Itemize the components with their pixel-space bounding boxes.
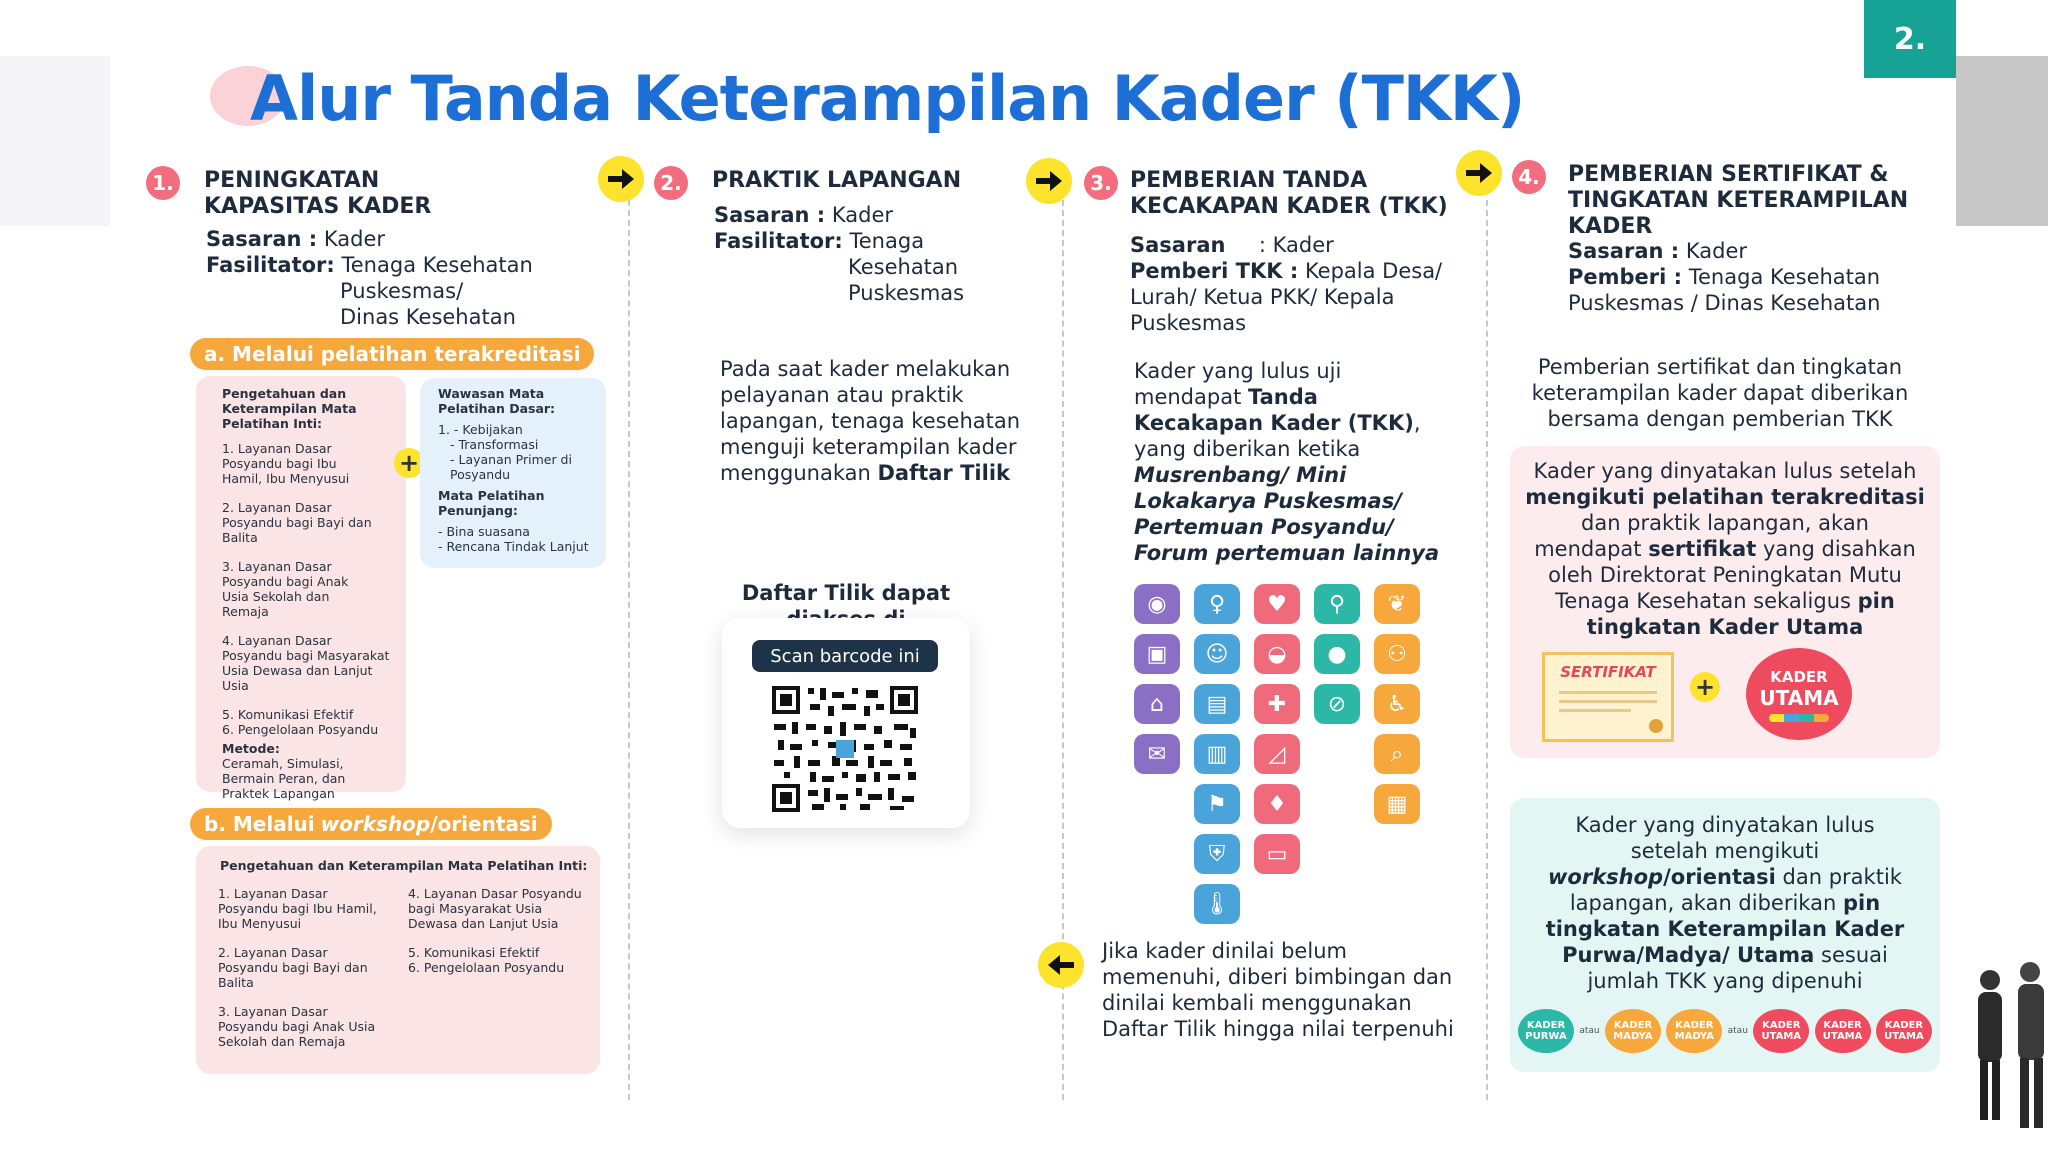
cert-line: oleh Direktorat Peningkatan Mutu	[1548, 563, 1902, 587]
step-1-number: 1.	[146, 166, 180, 200]
elderly-icon: ♿	[1374, 684, 1420, 724]
basket-icon: ▤	[1194, 684, 1240, 724]
plus-icon-cert: +	[1690, 672, 1720, 702]
pin-label: UTAMA	[1759, 686, 1839, 710]
desc-bold: Kecakapan Kader (TKK)	[1134, 411, 1414, 435]
chart-icon: ▥	[1194, 734, 1240, 774]
section-a-core-card	[196, 376, 406, 801]
fail-line: Daftar Tilik hingga nilai terpenuhi	[1102, 1017, 1454, 1041]
arrow-left-icon	[1038, 942, 1084, 988]
right-gray-decoration	[1956, 56, 2048, 226]
kader-madya-badge: KADER MADYA	[1605, 1009, 1661, 1053]
house-icon: ⌂	[1134, 684, 1180, 724]
step-3-info	[1130, 232, 1442, 336]
id-card-icon: ▭	[1254, 834, 1300, 874]
info-label: Sasaran	[1130, 233, 1226, 257]
support-item: - Rencana Tindak Lanjut	[438, 539, 589, 554]
section-b-item: 3. Layanan Dasar Posyandu bagi Anak Usia Sekolah dan Remaja	[218, 1004, 376, 1049]
mother-icon: ♥	[1254, 584, 1300, 624]
people-silhouette-decoration	[1960, 960, 2048, 1140]
arrow-right-icon-3	[1456, 150, 1502, 196]
atau-label: atau	[1727, 1026, 1748, 1036]
support-item: - Bina suasana	[438, 524, 530, 539]
thermometer-icon: 🌡	[1194, 884, 1240, 924]
desc-line: bersama dengan pemberian TKK	[1547, 407, 1893, 431]
section-b-title-prefix: b. Melalui	[204, 812, 315, 836]
kader-purwa-badge: KADER PURWA	[1518, 1009, 1574, 1053]
section-b-card	[196, 846, 600, 1074]
step-4-number: 4.	[1512, 160, 1546, 194]
basic-item: - Layanan Primer di Posyandu	[450, 452, 572, 482]
workshop-line: setelah mengikuti	[1630, 839, 1820, 863]
info-value: Puskesmas	[848, 281, 965, 305]
kader-utama-badge: KADER UTAMA	[1876, 1009, 1932, 1053]
core-item: 6. Pengelolaan Posyandu	[222, 722, 379, 737]
pin-label: KADER	[1770, 668, 1828, 686]
core-item: 5. Komunikasi Efektif	[222, 707, 354, 722]
medicine-icon: ✚	[1254, 684, 1300, 724]
desc-line: yang diberikan ketika	[1134, 437, 1361, 461]
fail-line: dinilai kembali menggunakan	[1102, 991, 1412, 1015]
desc-line: keterampilan kader dapat diberikan	[1531, 381, 1909, 405]
step-1-heading-line: PENINGKATAN	[204, 168, 380, 193]
desc-line: menguji keterampilan kader	[720, 435, 1017, 459]
info-value: Kepala Desa/	[1304, 259, 1443, 283]
info-value: Dinas Kesehatan	[340, 305, 516, 329]
step-4-heading-line: KADER	[1568, 214, 1653, 239]
info-value: Kader	[323, 227, 385, 251]
step-2-number: 2.	[654, 166, 688, 200]
step-2-heading: PRAKTIK LAPANGAN	[712, 168, 962, 193]
section-b-title-italic: workshop	[320, 812, 431, 836]
desc-bold: Forum pertemuan lainnya	[1134, 541, 1440, 565]
workshop-bold: Purwa/Madya/ Utama	[1562, 943, 1815, 967]
method-label: Metode:	[222, 741, 280, 756]
workshop-line: dan praktik	[1775, 865, 1902, 889]
info-value: Tenaga	[849, 229, 925, 253]
workshop-line: sesuai	[1814, 943, 1888, 967]
water-drop-icon: ●	[1314, 634, 1360, 674]
step-4-heading	[1568, 162, 1908, 240]
step-2-info	[714, 202, 964, 306]
cert-bold: tingkatan Kader Utama	[1586, 615, 1864, 639]
info-value: Puskesmas/	[340, 279, 464, 303]
section-b-item: 4. Layanan Dasar Posyandu bagi Masyarakat Usia Dewasa dan Lanjut Usia	[408, 886, 582, 931]
pin-badges-row	[1518, 1006, 1932, 1056]
family-icon: ⚇	[1374, 634, 1420, 674]
section-b-item: 2. Layanan Dasar Posyandu bagi Bayi dan Balita	[218, 945, 368, 990]
cert-line: Kader yang dinyatakan lulus setelah	[1533, 459, 1917, 483]
step-4-info	[1568, 238, 1880, 316]
step-4-heading-line: PEMBERIAN SERTIFIKAT &	[1568, 162, 1889, 187]
step-1-heading	[204, 168, 431, 220]
shield-icon: ⛨	[1194, 834, 1240, 874]
section-b-heading: Pengetahuan dan Keterampilan Mata Pelatihan Inti:	[220, 858, 588, 873]
eye-icon: ◉	[1134, 584, 1180, 624]
cert-line: dan praktik lapangan, akan	[1581, 511, 1869, 535]
chat-icon: ✉	[1134, 734, 1180, 774]
step-3-heading-line: KECAKAPAN KADER (TKK)	[1130, 194, 1448, 219]
basic-heading: Wawasan Mata Pelatihan Dasar:	[438, 386, 556, 416]
tkk-icon-grid	[1134, 584, 1434, 924]
step-4-description	[1500, 354, 1940, 432]
desc-line: menggunakan	[720, 461, 878, 485]
desc-bold: Daftar Tilik	[877, 461, 1010, 485]
desc-bold: Pertemuan Posyandu/	[1134, 515, 1394, 539]
cert-bold: sertifikat	[1648, 537, 1757, 561]
desc-line: pelayanan atau praktik	[720, 383, 964, 407]
info-value: Kesehatan	[848, 255, 959, 279]
kader-utama-pin	[1746, 648, 1852, 740]
step-3-heading	[1130, 168, 1448, 220]
cert-line: Tenaga Kesehatan sekaligus	[1555, 589, 1858, 613]
cert-bold: mengikuti pelatihan terakreditasi	[1525, 485, 1925, 509]
step-3-fail-note	[1102, 938, 1454, 1042]
core-item: 1. Layanan Dasar Posyandu bagi Ibu Hamil, Ibu Menyusui	[222, 441, 350, 486]
workshop-line: lapangan, akan diberikan	[1569, 891, 1843, 915]
workshop-line: Kader yang dinyatakan lulus	[1575, 813, 1875, 837]
cert-bold: pin	[1857, 589, 1895, 613]
no-smoking-icon: ⊘	[1314, 684, 1360, 724]
qr-code[interactable]	[770, 684, 920, 814]
plus-icon-a: +	[394, 448, 424, 478]
core-item: 4. Layanan Dasar Posyandu bagi Masyarakat Usia Dewasa dan Lanjut Usia	[222, 633, 390, 693]
atau-label: atau	[1579, 1026, 1600, 1036]
info-value: Kader	[1685, 239, 1747, 263]
cert-line: mendapat	[1534, 537, 1649, 561]
kader-utama-badge: KADER UTAMA	[1753, 1009, 1809, 1053]
certificate-card	[1510, 446, 1940, 758]
workshop-card	[1510, 798, 1940, 1072]
step-3-description	[1134, 358, 1439, 566]
step-3-heading-line: PEMBERIAN TANDA	[1130, 168, 1368, 193]
arrow-right-icon-1	[598, 156, 644, 202]
section-b-item: 5. Komunikasi Efektif	[408, 945, 540, 960]
info-value: Lurah/ Ketua PKK/ Kepala	[1130, 285, 1395, 309]
search-icon: ⌕	[1374, 734, 1420, 774]
calendar-icon: ▦	[1374, 784, 1420, 824]
info-label: Sasaran :	[206, 227, 318, 251]
info-label: Pemberi :	[1568, 265, 1683, 289]
step-1-heading-line: KAPASITAS KADER	[204, 194, 432, 219]
section-a-pill: a. Melalui pelatihan terakreditasi	[190, 338, 594, 370]
kader-madya-badge: KADER MADYA	[1666, 1009, 1722, 1053]
info-value: Tenaga Kesehatan	[1688, 265, 1881, 289]
section-b-title-suffix: /orientasi	[430, 812, 538, 836]
page-number-badge	[1864, 0, 1956, 78]
step-1-info	[206, 226, 533, 330]
column-divider-1	[628, 200, 630, 1100]
step-4-heading-line: TINGKATAN KETERAMPILAN	[1568, 188, 1909, 213]
info-value: Tenaga Kesehatan	[341, 253, 533, 277]
desc-bold: Lokakarya Puskesmas/	[1134, 489, 1402, 513]
info-label: Fasilitator:	[206, 253, 335, 277]
fail-line: Jika kader dinilai belum	[1102, 939, 1347, 963]
workshop-line: jumlah TKK yang dipenuhi	[1587, 969, 1863, 993]
page-title: Alur Tanda Keterampilan Kader (TKK)	[250, 62, 1525, 135]
step-2-description	[720, 356, 1020, 486]
certificate-label: SERTIFIKAT	[1560, 663, 1656, 681]
support-heading: Mata Pelatihan Penunjang:	[438, 488, 545, 518]
location-icon: ⚑	[1194, 784, 1240, 824]
cert-line: yang disahkan	[1756, 537, 1916, 561]
core-item: 3. Layanan Dasar Posyandu bagi Anak Usia Sekolah dan Remaja	[222, 559, 349, 619]
workshop-bold: pin	[1842, 891, 1881, 915]
desc-bold: Tanda	[1248, 385, 1318, 409]
info-label: Sasaran :	[714, 203, 826, 227]
info-value: Kader	[831, 203, 893, 227]
section-b-item: 6. Pengelolaan Posyandu	[408, 960, 565, 975]
caption-line: Daftar Tilik dapat	[741, 581, 951, 605]
desc-bold: Musrenbang/ Mini	[1134, 463, 1347, 487]
graph-icon: ◿	[1254, 734, 1300, 774]
step-3-number: 3.	[1084, 166, 1118, 200]
desc-line: Pada saat kader melakukan	[720, 357, 1011, 381]
workshop-bold: tingkatan Keterampilan Kader	[1545, 917, 1905, 941]
workshop-bold: /orientasi	[1663, 865, 1776, 889]
basic-item: - Transformasi	[450, 437, 539, 452]
fail-line: memenuhi, diberi bimbingan dan	[1102, 965, 1453, 989]
monitor-icon: ▣	[1134, 634, 1180, 674]
scan-barcode-button[interactable]: Scan barcode ini	[752, 640, 938, 672]
section-a-basic-card	[420, 378, 606, 568]
nutrition-icon: ⚲	[1314, 584, 1360, 624]
info-label: Fasilitator:	[714, 229, 843, 253]
section-b-item: 1. Layanan Dasar Posyandu bagi Ibu Hamil, Ibu Menyusui	[218, 886, 377, 931]
core-item: 2. Layanan Dasar Posyandu bagi Bayi dan Balita	[222, 500, 372, 545]
certificate-image	[1542, 652, 1674, 742]
column-divider-3	[1486, 200, 1488, 1100]
desc-line: ,	[1413, 411, 1421, 435]
info-label: Pemberi TKK :	[1130, 259, 1299, 283]
vegetable-icon: ❦	[1374, 584, 1420, 624]
info-label: Sasaran :	[1568, 239, 1680, 263]
info-value: Puskesmas	[1130, 311, 1247, 335]
section-b-pill	[190, 808, 552, 840]
desc-line: Kader yang lulus uji	[1134, 359, 1342, 383]
method-text: Ceramah, Simulasi, Bermain Peran, dan Praktek Lapangan	[222, 756, 346, 801]
left-gray-decoration	[0, 56, 110, 226]
basic-item: 1. - Kebijakan	[438, 422, 523, 437]
desc-line: lapangan, tenaga kesehatan	[720, 409, 1021, 433]
info-value: : Kader	[1258, 233, 1334, 257]
arrow-right-icon-2	[1026, 158, 1072, 204]
info-value: Puskesmas / Dinas Kesehatan	[1568, 291, 1881, 315]
kader-utama-badge: KADER UTAMA	[1815, 1009, 1871, 1053]
blood-icon: ♦	[1254, 784, 1300, 824]
page-number: 2.	[1893, 21, 1927, 57]
core-heading: Pengetahuan dan Keterampilan Mata Pelatihan Inti:	[222, 386, 357, 431]
pregnant-icon: ♀	[1194, 584, 1240, 624]
desc-line: Pemberian sertifikat dan tingkatan	[1537, 355, 1903, 379]
desc-line: mendapat	[1134, 385, 1248, 409]
workshop-bold: workshop	[1548, 865, 1664, 889]
child-icon: ☺	[1194, 634, 1240, 674]
food-bowl-icon: ◒	[1254, 634, 1300, 674]
